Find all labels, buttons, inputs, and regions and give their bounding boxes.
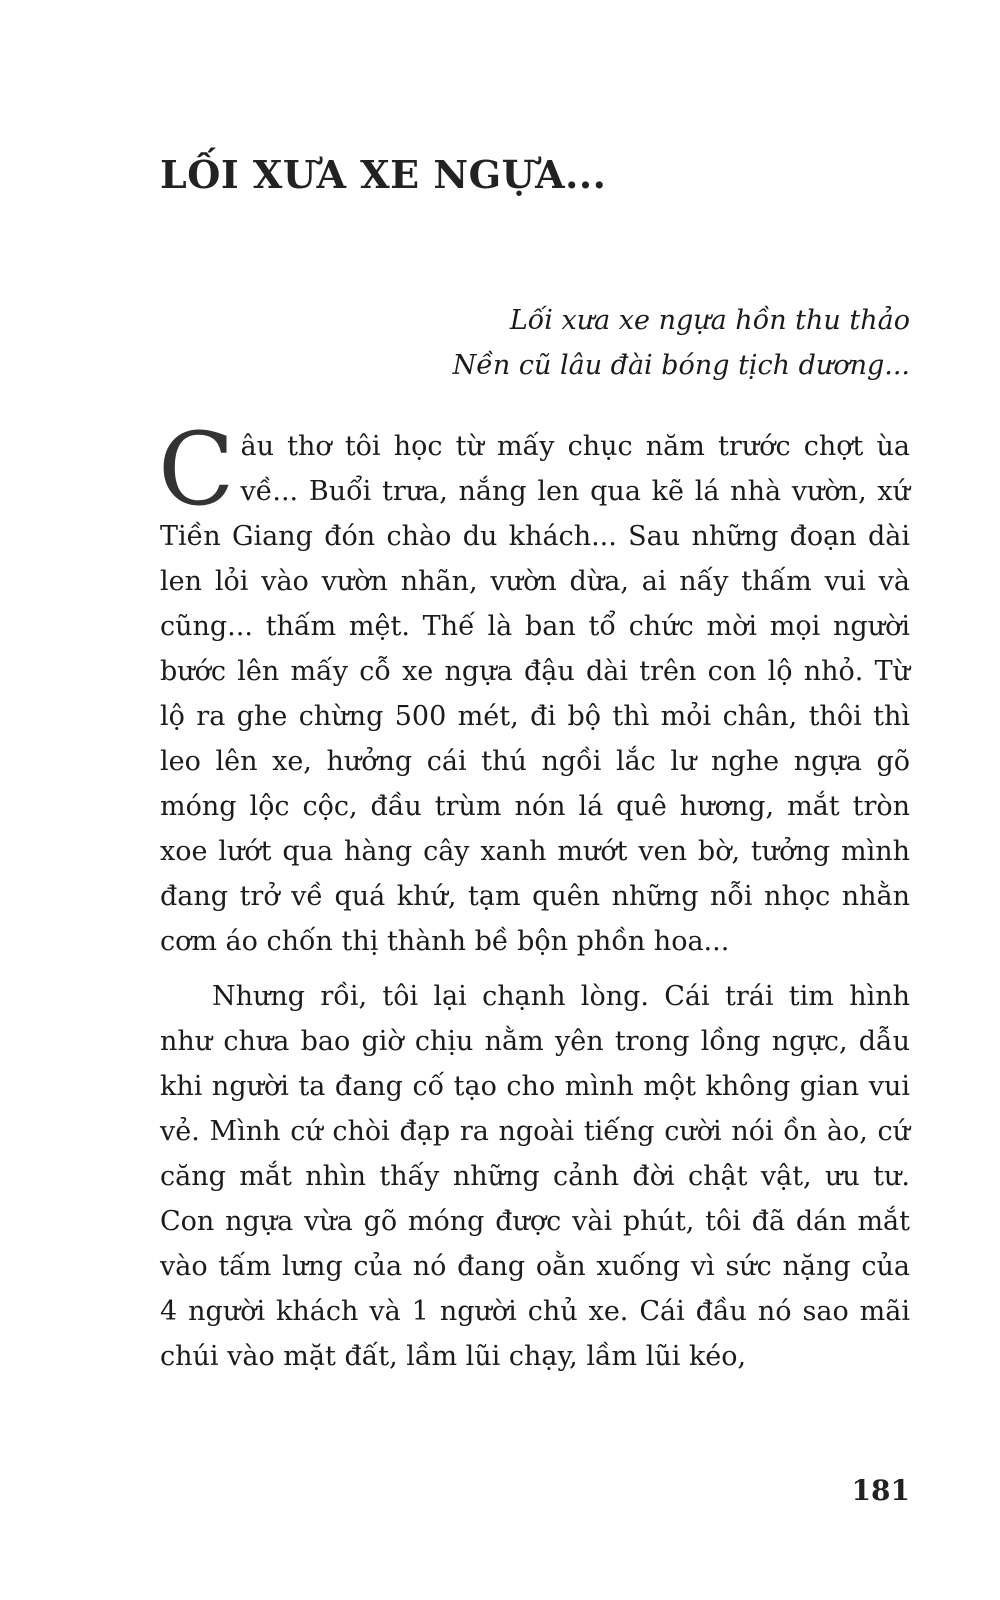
epigraph-line-1: Lối xưa xe ngựa hồn thu thảo — [509, 305, 910, 336]
paragraph-2: Nhưng rồi, tôi lại chạnh lòng. Cái trái tim hình như chưa bao giờ chịu nằm yên trong lồng ngực, dẫu khi người ta đang cố tạo cho mình một không gian vui vẻ. Mình cứ chòi đạp ra ngoài tiếng cười nói ồn ào, cứ căng mắt nhìn thấy những cảnh đời chật vật, ưu tư. Con ngựa vừa gõ móng được vài phút, tôi đã dán mắt vào tấm lưng của nó đang oằn xuống vì sức nặng của 4 người khách và 1 người chủ xe. Cái đầu nó sao mãi chúi vào mặt đất, lầm lũi chạy, lầm lũi kéo, — [160, 981, 910, 1372]
page-number: 181 — [851, 1474, 910, 1507]
book-page — [160, 0, 910, 1600]
epigraph — [453, 298, 910, 388]
paragraph-1-text: âu thơ tôi học từ mấy chục năm trước chợt ùa về... Buổi trưa, nắng len qua kẽ lá nhà vườn, xứ Tiền Giang đón chào du khách... Sau những đoạn dài len lỏi vào vườn nhãn, vườn dừa, ai nấy thấm vui và cũng... thấm mệt. Thế là ban tổ chức mời mọi người bước lên mấy cỗ xe ngựa đậu dài trên con lộ nhỏ. Từ lộ ra ghe chừng 500 mét, đi bộ thì mỏi chân, thôi thì leo lên xe, hưởng cái thú ngồi lắc lư nghe ngựa gõ móng lộc cộc, đầu trùm nón lá quê hương, mắt tròn xoe lướt qua hàng cây xanh mướt ven bờ, tưởng mình đang trở về quá khứ, tạm quên những nỗi nhọc nhằn cơm áo chốn thị thành bề bộn phồn hoa... — [160, 431, 910, 957]
paragraph-1 — [158, 411, 910, 964]
epigraph-line-2: Nền cũ lâu đài bóng tịch dương... — [452, 350, 910, 381]
body-text — [158, 411, 910, 1379]
drop-cap: C — [158, 411, 235, 528]
chapter-title: LỐI XƯA XE NGỰA... — [160, 152, 607, 197]
